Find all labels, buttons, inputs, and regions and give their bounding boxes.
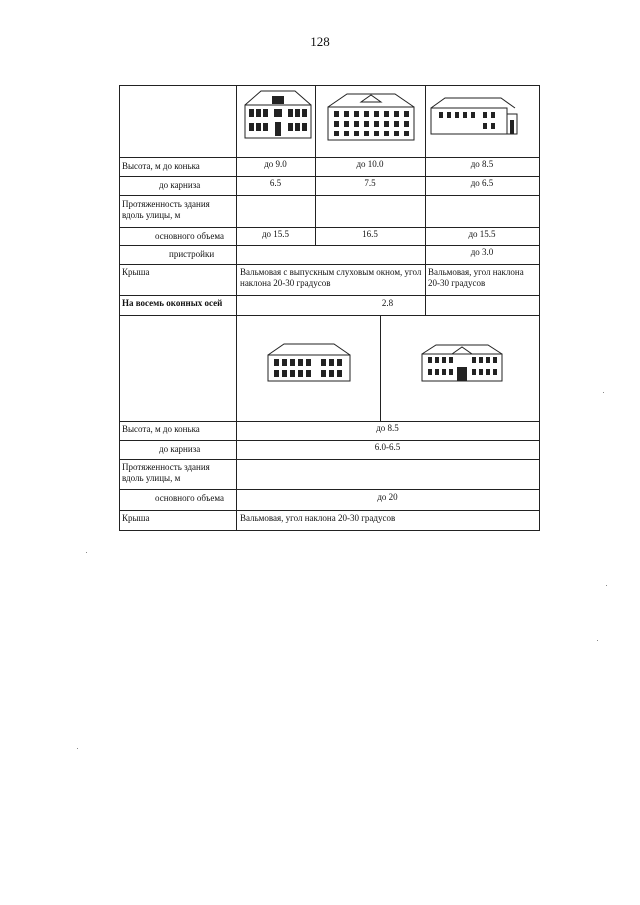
building-drawing-2 [325, 88, 417, 142]
label-length-header-2: Протяженность здания вдоль улицы, м [122, 462, 210, 483]
cell-height-cornice-1: 6.5 [269, 178, 282, 188]
cell-length-main-all: до 20 [377, 492, 398, 502]
label-roof-2: Крыша [122, 513, 150, 523]
page-number: 128 [310, 34, 330, 49]
cell-roof-b: Вальмовая, угол наклона 20-30 градусов [428, 267, 524, 288]
cell-height-ridge-1: до 9.0 [264, 159, 287, 169]
cell-height-cornice-all: 6.0-6.5 [374, 442, 401, 452]
scan-speck [86, 552, 87, 553]
cell-length-main-3: до 15.5 [468, 229, 496, 239]
scan-speck [597, 640, 598, 641]
cell-height-ridge-3: до 8.5 [470, 159, 494, 169]
label-length-main-2: основного объема [155, 493, 224, 503]
label-height-cornice: до карниза [159, 180, 201, 190]
cell-length-main-2: 16.5 [362, 229, 378, 239]
cell-length-annex: до 3.0 [470, 247, 494, 257]
cell-roof-a: Вальмовая с выпускным слуховым окном, угол наклона 20-30 градусов [240, 267, 422, 288]
building-drawing-5 [420, 341, 504, 383]
label-roof: Крыша [122, 267, 150, 277]
label-length-main: основного объема [155, 231, 224, 241]
cell-length-main-1: до 15.5 [261, 229, 290, 239]
label-eight-axes: На восемь оконных осей [122, 298, 223, 308]
building-drawing-4 [266, 338, 352, 383]
cell-eight-axes: 2.8 [381, 298, 394, 308]
label-height-ridge-2: Высота, м до конька [122, 424, 200, 434]
cell-height-cornice-3: до 6.5 [470, 178, 494, 188]
cell-height-cornice-2: 7.5 [364, 178, 376, 188]
building-drawing-3 [429, 90, 521, 136]
building-drawing-1 [241, 88, 315, 140]
label-height-cornice-2: до карниза [159, 444, 201, 454]
scan-speck [77, 748, 78, 749]
cell-roof-all: Вальмовая, угол наклона 20-30 градусов [240, 513, 396, 523]
building-parameters-table [119, 85, 540, 531]
scan-speck [603, 392, 604, 393]
label-length-annex: пристройки [169, 249, 215, 259]
cell-height-ridge-all: до 8.5 [376, 423, 399, 433]
cell-height-ridge-2: до 10.0 [356, 159, 384, 169]
label-length-header: Протяженность здания вдоль улицы, м [122, 199, 210, 220]
label-height-ridge: Высота, м до конька [122, 161, 200, 171]
scan-speck [606, 585, 607, 586]
